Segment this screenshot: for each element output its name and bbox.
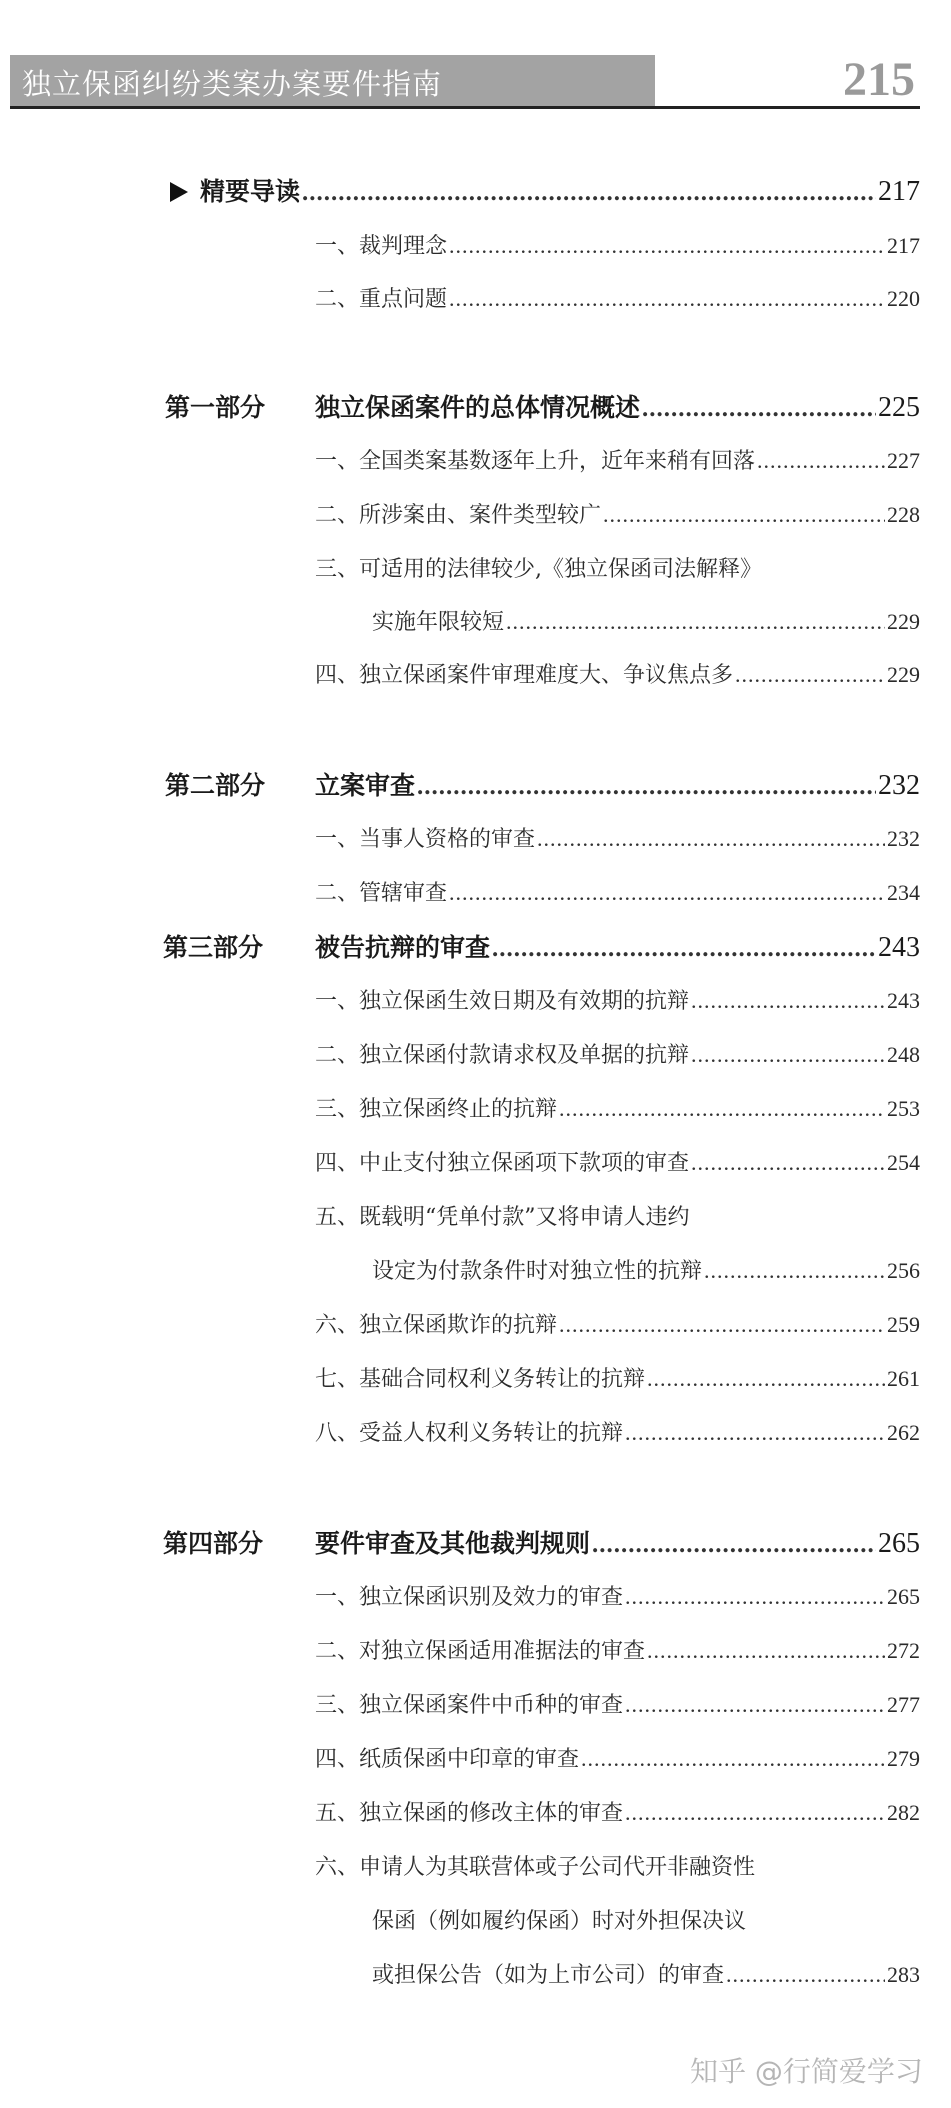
toc-part2[interactable]: 立案审查 ..... 232 [315, 766, 920, 802]
toc-intro[interactable] [170, 172, 920, 208]
book-title: 独立保函纠纷类案办案要件指南 [22, 67, 443, 101]
toc-item[interactable]: 七、基础合同权利义务转让的抗辩 ..... 261 [315, 1362, 920, 1393]
toc-part1[interactable]: 独立保函案件的总体情况概述 ..... 225 [315, 388, 920, 424]
toc-item-line1[interactable]: 三、可适用的法律较少,《独立保函司法解释》 [315, 557, 762, 582]
toc-item[interactable]: 六、独立保函欺诈的抗辩 ..... 259 [315, 1308, 920, 1339]
toc-item-line2[interactable]: 保函（例如履约保函）时对外担保决议 [372, 1909, 747, 1934]
toc-intro-title: 精要导读 [200, 177, 301, 206]
toc-item[interactable]: 一、当事人资格的审查 ..... 232 [315, 822, 920, 853]
toc-item[interactable]: 二、管辖审查 ..... 234 [315, 876, 920, 907]
page-number: 215 [843, 53, 915, 106]
toc-item-line1[interactable]: 六、申请人为其联营体或子公司代开非融资性 [315, 1855, 756, 1880]
toc-item[interactable]: 二、对独立保函适用准据法的审查 ..... 272 [315, 1634, 920, 1665]
toc-item[interactable]: 二、重点问题 ..... 220 [315, 282, 920, 313]
part-label: 第一部分 [165, 393, 266, 422]
toc-item[interactable]: 四、纸质保函中印章的审查 ..... 279 [315, 1742, 920, 1773]
toc-item[interactable]: 四、独立保函案件审理难度大、争议焦点多 ..... 229 [315, 658, 920, 689]
toc-item[interactable]: 一、全国类案基数逐年上升，近年来稍有回落 ..... 227 [315, 444, 920, 475]
part-label: 第二部分 [165, 771, 266, 800]
toc-item[interactable]: 五、独立保函的修改主体的审查 ..... 282 [315, 1796, 920, 1827]
toc-item-cont[interactable]: 或担保公告（如为上市公司）的审查 ..... 283 [372, 1958, 920, 1989]
watermark: 知乎 @行简爱学习 [690, 2055, 923, 2088]
toc-item[interactable]: 四、中止支付独立保函项下款项的审查 ..... 254 [315, 1146, 920, 1177]
toc-item[interactable]: 三、独立保函终止的抗辩 ..... 253 [315, 1092, 920, 1123]
toc-item[interactable]: 八、受益人权利义务转让的抗辩 ..... 262 [315, 1416, 920, 1447]
toc-item[interactable]: 二、独立保函付款请求权及单据的抗辩 ..... 248 [315, 1038, 920, 1069]
toc-item[interactable]: 一、独立保函识别及效力的审查 ..... 265 [315, 1580, 920, 1611]
toc-item[interactable]: 二、所涉案由、案件类型较广 ..... 228 [315, 498, 920, 529]
leader-dots [302, 179, 876, 207]
toc-item[interactable]: 三、独立保函案件中币种的审查 ..... 277 [315, 1688, 920, 1719]
triangle-bullet-icon [170, 182, 188, 202]
toc-item-cont[interactable]: 设定为付款条件时对独立性的抗辩 ..... 256 [372, 1254, 920, 1285]
part-label: 第三部分 [163, 933, 264, 962]
part-label: 第四部分 [163, 1529, 264, 1558]
toc-part3[interactable]: 被告抗辩的审查 ..... 243 [315, 928, 920, 964]
toc-item-line1[interactable]: 五、既载明“凭单付款”又将申请人违约 [315, 1205, 690, 1230]
toc-page: 217 [878, 176, 920, 207]
toc-item[interactable]: 一、独立保函生效日期及有效期的抗辩 ..... 243 [315, 984, 920, 1015]
toc-item[interactable]: 一、裁判理念 ..... 217 [315, 229, 920, 260]
header-rule [10, 106, 920, 109]
toc-item-cont[interactable]: 实施年限较短 ..... 229 [372, 605, 920, 636]
toc-part4[interactable]: 要件审查及其他裁判规则 ..... 265 [315, 1524, 920, 1560]
